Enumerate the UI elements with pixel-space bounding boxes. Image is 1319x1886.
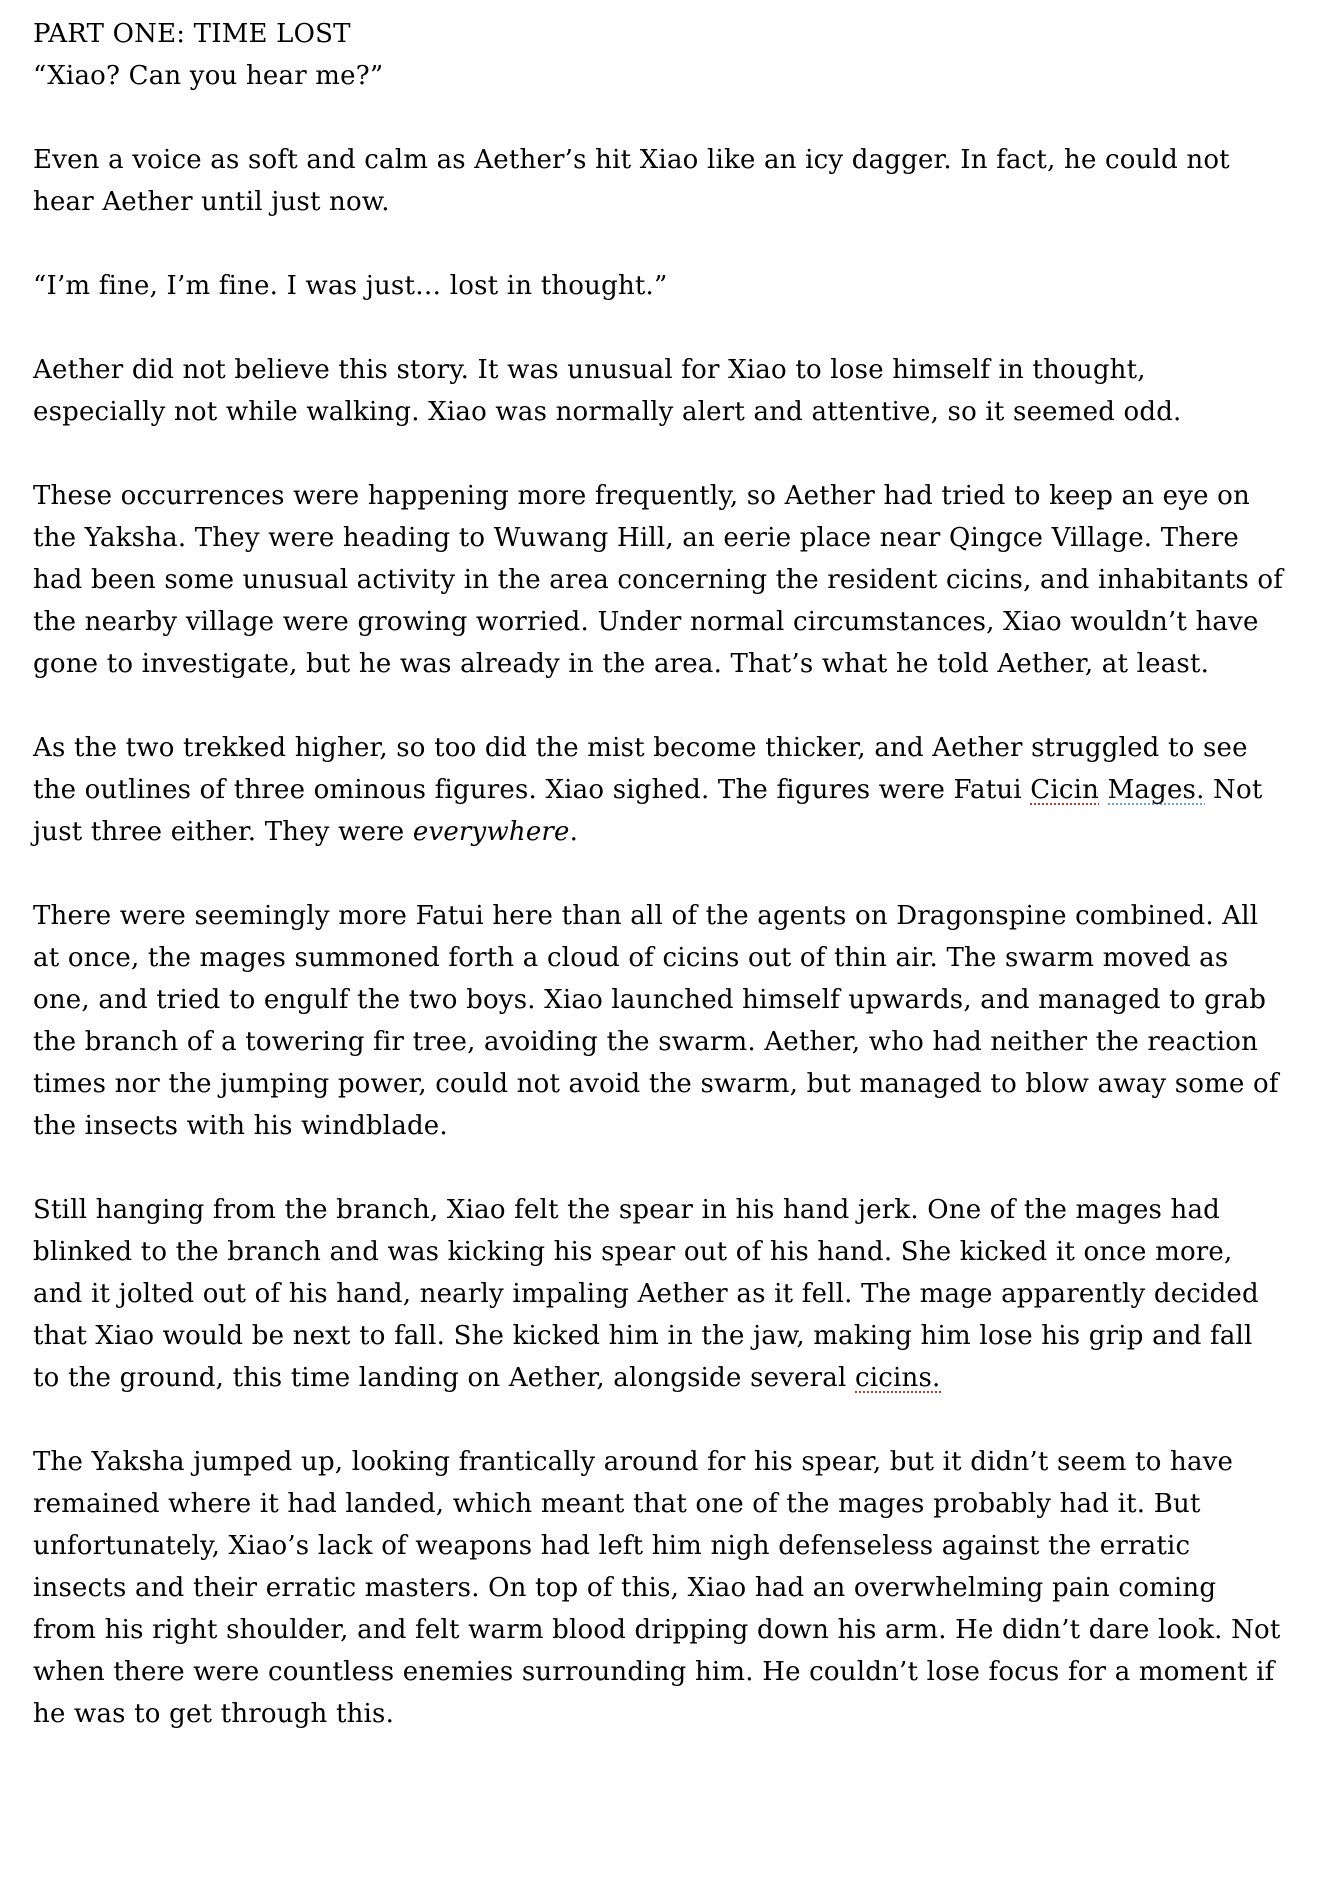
part-title [33,13,1286,55]
paragraph [33,1441,1290,1735]
text-run: The Yaksha jumped up, looking frantically around for his spear, but it didn’t seem to have remained where it had landed, which meant that one of the mages probably had it. But unfortunately, Xiao’s lack of weapons had left him nigh defenseless against the erratic insects and their erratic masters. On top of this, Xiao had an overwhelming pain coming from his right shoulder, and felt warm blood dripping down his arm. He didn’t dare look. Not when there were countless enemies surrounding him. He couldn’t lose focus for a moment if he was to get through this. [33,1447,1290,1729]
spellcheck-flagged-word[interactable]: cicins. [855,1363,941,1393]
text-run: “Xiao? Can you hear me?” [33,61,384,91]
paragraph [33,895,1286,1147]
grammar-flagged-word[interactable]: Mages. [1107,775,1205,805]
text-run: “I’m fine, I’m fine. I was just… lost in thought.” [33,271,668,301]
text-run: Even a voice as soft and calm as Aether’s hit Xiao like an icy dagger. In fact, he could not hear Aether until just now. [33,145,1239,217]
text-run: Not just three either. They were [33,775,1271,847]
paragraph [33,139,1286,223]
spellcheck-flagged-word[interactable]: Cicin [1030,775,1100,805]
paragraph [33,1189,1286,1399]
text-run: . [569,817,579,847]
blank-line [33,433,1286,475]
paragraph [33,727,1286,853]
italic-text-run: everywhere [412,817,570,847]
text-run: As the two trekked higher, so too did the mist become thicker, and Aether struggled to see the outlines of three ominous figures. Xiao sighed. The figures were Fatui [33,733,1257,805]
dialogue-line [33,55,1286,97]
blank-line [33,307,1286,349]
blank-line [33,223,1286,265]
text-run: PART ONE: TIME LOST [33,19,351,49]
text-run: There were seemingly more Fatui here than all of the agents on Dragonspine combined. All at once, the mages summoned forth a cloud of cicins out of thin air. The swarm moved as one, and tried to engulf the two boys. Xiao launched himself upwards, and managed to grab the branch of a towering fir tree, avoiding the swarm. Aether, who had neither the reaction times nor the jumping power, could not avoid the swarm, but managed to blow away some of the insects with his windblade. [33,901,1288,1141]
blank-line [33,1147,1286,1189]
paragraph [33,349,1286,433]
text-run: Still hanging from the branch, Xiao felt the spear in his hand jerk. One of the mages had blinked to the branch and was kicking his spear out of his hand. She kicked it once more, and it jolted out of his hand, nearly impaling Aether as it fell. The mage apparently decided that Xiao would be next to fall. She kicked him in the jaw, making him lose his grip and fall to the ground, this time landing on Aether, alongside several [33,1195,1268,1393]
text-run: Aether did not believe this story. It was unusual for Xiao to lose himself in thought, especially not while walking. Xiao was normally alert and attentive, so it seemed odd. [33,355,1182,427]
paragraph [33,475,1292,685]
blank-line [33,1399,1286,1441]
blank-line [33,853,1286,895]
blank-line [33,685,1286,727]
dialogue-line [33,265,1286,307]
text-run [1099,775,1107,805]
blank-line [33,97,1286,139]
text-run: These occurrences were happening more frequently, so Aether had tried to keep an eye on the Yaksha. They were heading to Wuwang Hill, an eerie place near Qingce Village. There had been some unusual activity in the area concerning the resident cicins, and inhabitants of the nearby village were growing worried. Under normal circumstances, Xiao wouldn’t have gone to investigate, but he was already in the area. That’s what he told Aether, at least. [33,481,1292,679]
